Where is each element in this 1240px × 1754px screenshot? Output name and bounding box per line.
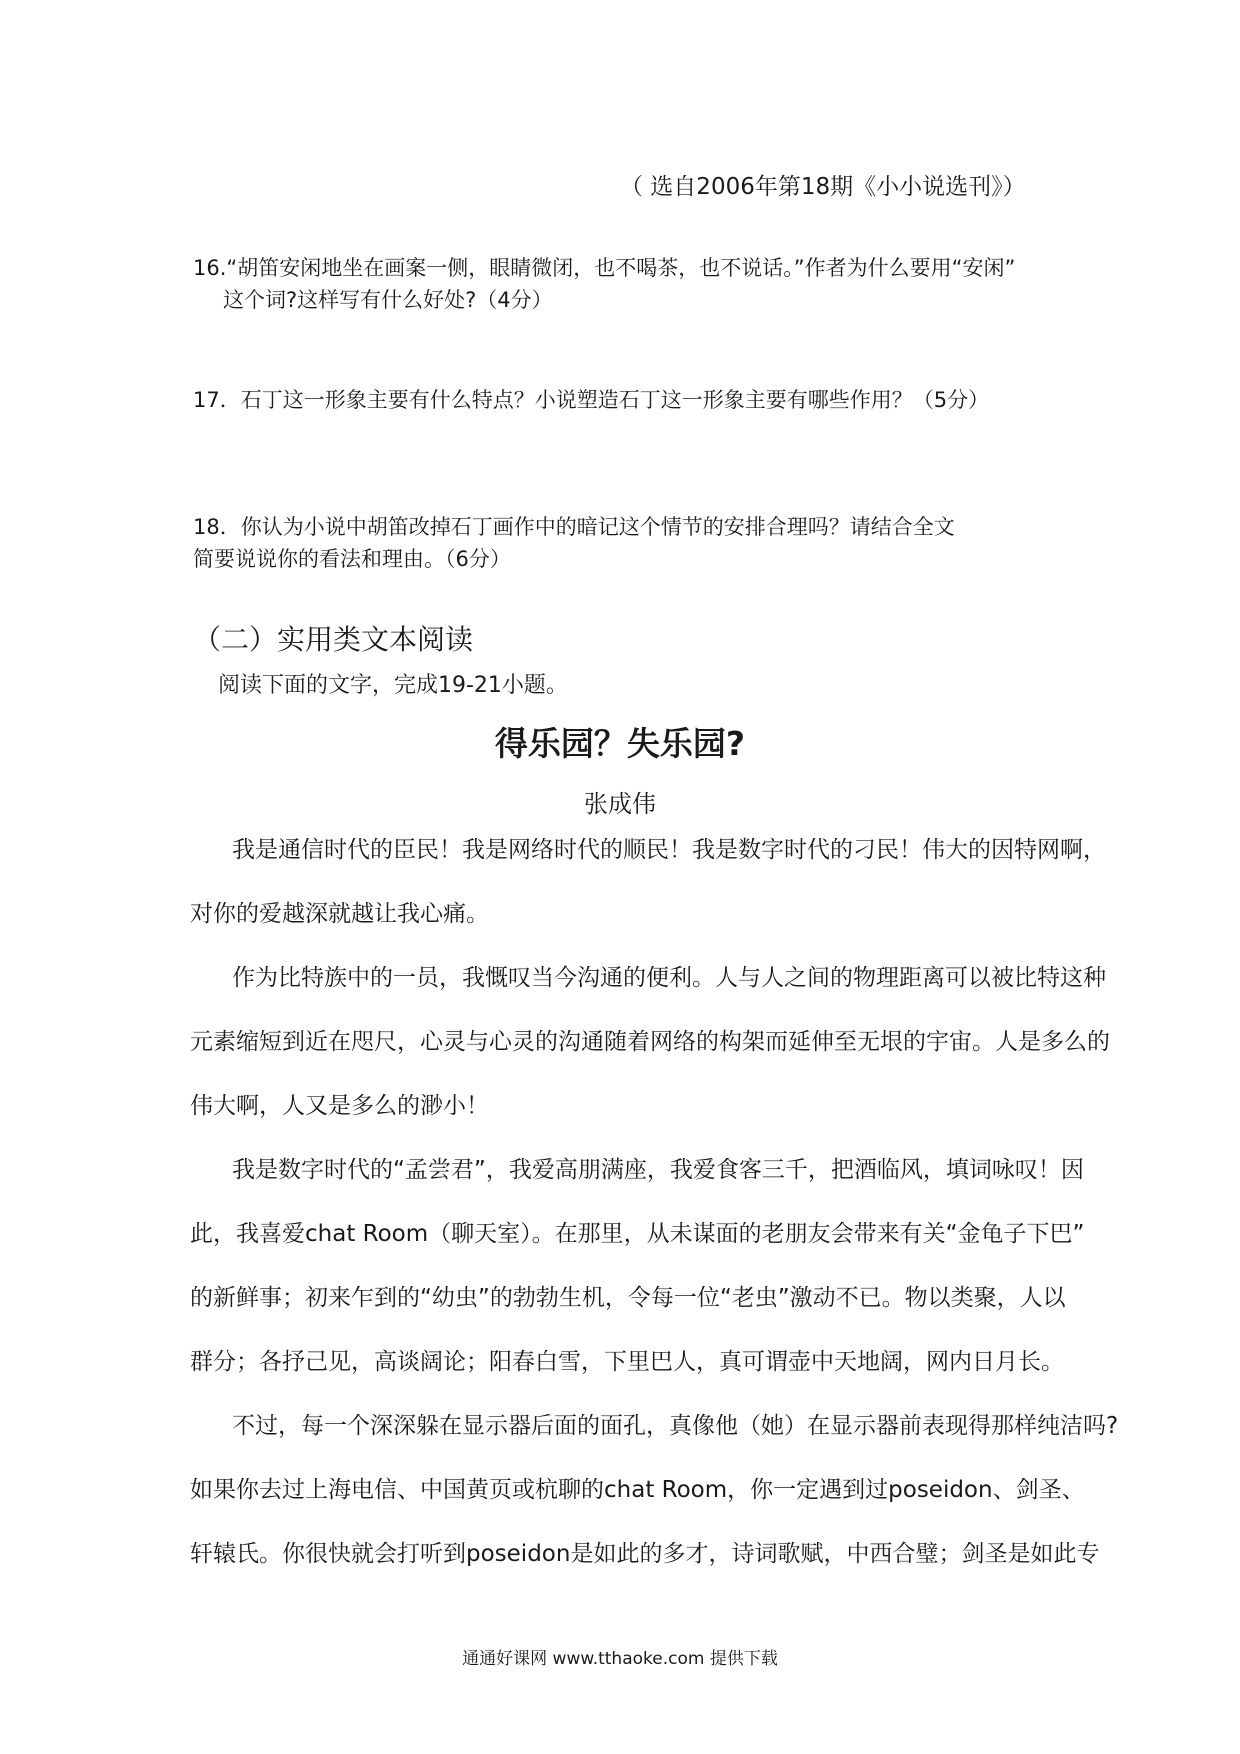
question-18-line2: 简要说说你的看法和理由。（6分） [193,547,511,571]
section-heading: （二）实用类文本阅读 [193,623,474,656]
article-line: 如果你去过上海电信、中国黄页或杭聊的chat Room，你一定遇到过poseidon、剑圣、 [190,1477,1085,1503]
article-author: 张成伟 [584,790,656,818]
article-line: 轩辕氏。你很快就会打听到poseidon是如此的多才，诗词歌赋，中西合璧；剑圣是如此专 [190,1541,1100,1567]
article-line: 我是通信时代的臣民！我是网络时代的顺民！我是数字时代的刁民！伟大的因特网啊， [232,837,1106,863]
question-18 [193,511,1073,575]
article-line: 的新鲜事；初来乍到的“幼虫”的勃勃生机，令每一位“老虫”激动不已。物以类聚，人以 [190,1285,1066,1311]
article-line: 群分；各抒己见，高谈阔论；阳春白雪，下里巴人，真可谓壶中天地阔，网内日月长。 [190,1349,1064,1375]
question-18-line1: 18．你认为小说中胡笛改掉石丁画作中的暗记这个情节的安排合理吗？请结合全文 [193,515,955,539]
article-title: 得乐园？失乐园? [494,724,746,763]
question-16-line1: 16.“胡笛安闲地坐在画案一侧，眼睛微闭，也不喝茶，也不说话。”作者为什么要用“安闲” [193,256,1016,280]
article-line: 元素缩短到近在咫尺，心灵与心灵的沟通随着网络的构架而延伸至无垠的宇宙。人是多么的 [190,1029,1110,1055]
article-line: 对你的爱越深就越让我心痛。 [190,901,489,927]
article-line: 此，我喜爱chat Room（聊天室）。在那里，从未谋面的老朋友会带来有关“金龟子下巴” [190,1221,1085,1247]
article-body [190,818,1119,1586]
source-note: （ 选自2006年第18期《小小说选刊》） [620,174,1026,200]
article-line: 伟大啊，人又是多么的渺小！ [190,1093,489,1119]
article-line: 我是数字时代的“孟尝君”，我爱高朋满座，我爱食客三千，把酒临风，填词咏叹！因 [232,1157,1084,1183]
question-16 [193,252,1073,316]
question-16-line2: 这个词?这样写有什么好处?（4分） [223,288,553,312]
question-17: 17．石丁这一形象主要有什么特点？小说塑造石丁这一形象主要有哪些作用？（5分） [193,388,990,412]
page-footer: 通通好课网 www.tthaoke.com 提供下载 [462,1649,778,1669]
article-line: 不过，每一个深深躲在显示器后面的面孔，真像他（她）在显示器前表现得那样纯洁吗? [232,1413,1119,1439]
article-line: 作为比特族中的一员，我慨叹当今沟通的便利。人与人之间的物理距离可以被比特这种 [232,965,1106,991]
reading-instruction: 阅读下面的文字，完成19-21小题。 [218,673,568,698]
